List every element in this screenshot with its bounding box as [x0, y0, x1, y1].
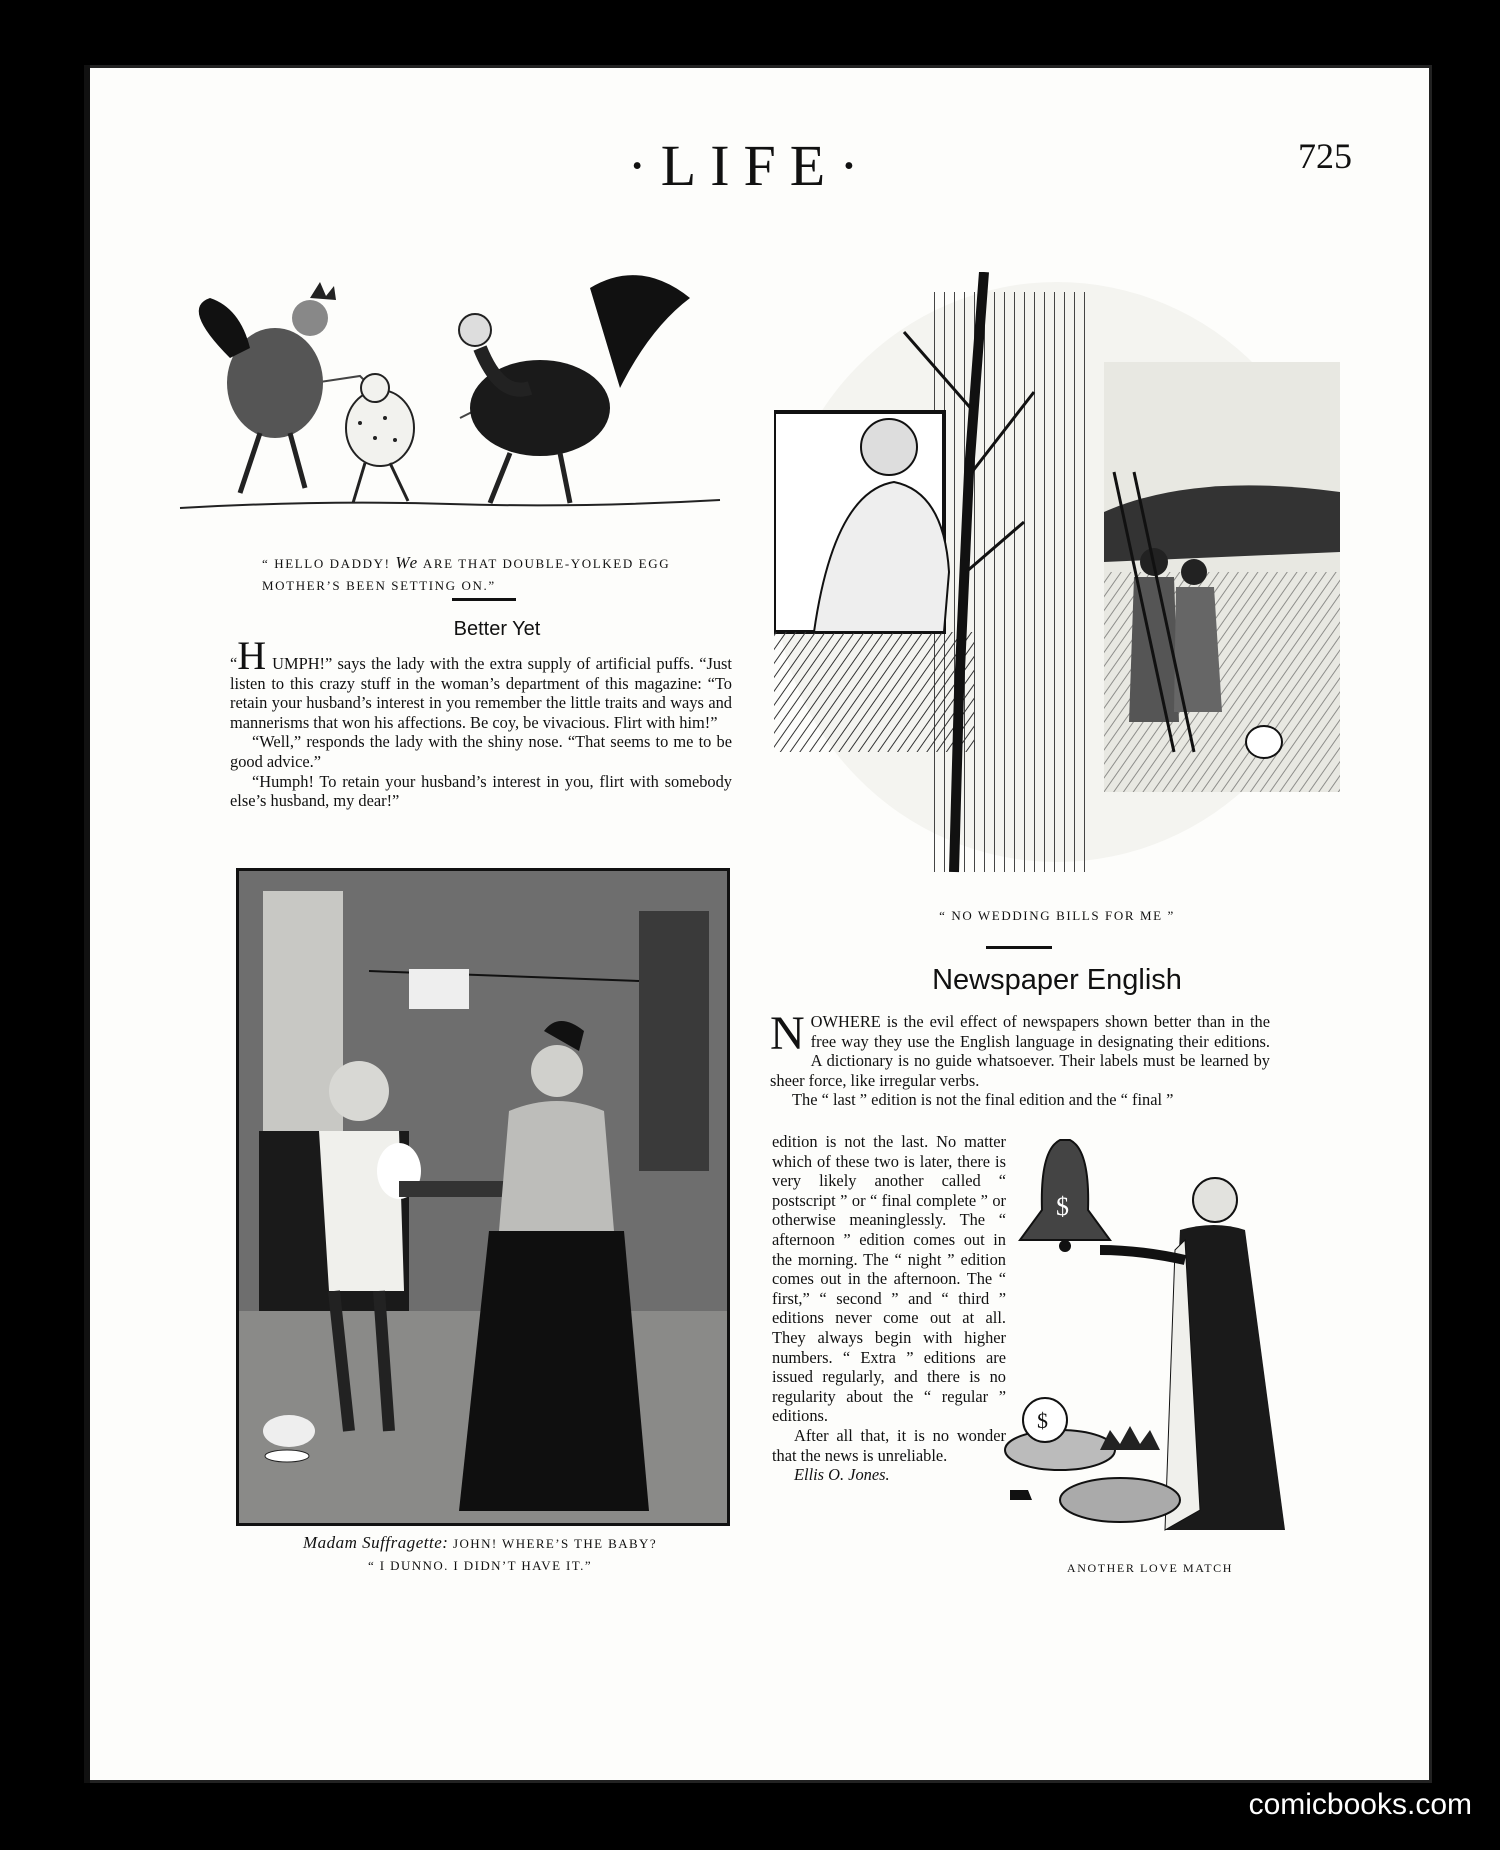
masthead: ·LIFE·: [627, 133, 873, 198]
newspaper-english-paragraph-1: [770, 1007, 1270, 1090]
rooster-cartoon: [170, 268, 730, 530]
suffragette-caption: [236, 1530, 724, 1576]
newspaper-english-paragraph-2-start: The “ last ” edition is not the final edition and the “ final ”: [792, 1090, 1174, 1110]
wedding-caption: “ NO WEDDING BILLS FOR ME ”: [939, 908, 1175, 923]
divider-rule: [452, 598, 516, 601]
rooster-left: [199, 282, 336, 493]
suffragette-caption-line1: JOHN! WHERE’S THE BABY?: [448, 1536, 658, 1551]
better-yet-paragraph-1: [230, 633, 732, 732]
suffragette-caption-speaker: Madam Suffragette:: [302, 1533, 449, 1552]
wedding-cartoon: [774, 272, 1340, 884]
watermark: comicbooks.com: [1248, 1788, 1472, 1821]
newspaper-english-intro: [770, 1007, 1270, 1110]
rooster-caption-emphasis: We: [395, 553, 419, 572]
newspaper-english-column: [772, 1132, 1006, 1485]
divider-rule-2: [986, 946, 1052, 949]
better-yet-title: Better Yet: [453, 618, 541, 640]
better-yet-paragraph-1-text: UMPH!” says the lady with the extra supply of artificial puffs. “Just listen to this crazy stuff in the woman’s department of this magazine: “To retain your husband’s interest in you remember the little traits and ways and mannerisms that won his affections. Be coy, be vivacious. Flirt with him!”: [230, 654, 732, 732]
rooster-caption-text-a: “ HELLO DADDY!: [262, 556, 396, 571]
suffragette-caption-line2: “ I DUNNO. I DIDN’T HAVE IT.”: [367, 1558, 592, 1574]
rooster-right: [459, 275, 690, 503]
chick: [346, 374, 414, 503]
rooster-caption-text-b: ARE THAT DOUBLE-YOLKED EGG MOTHER’S BEEN SETTING ON.”: [262, 556, 671, 594]
newspaper-english-title: Newspaper English: [932, 964, 1182, 996]
newspaper-english-paragraph-2-rest: edition is not the last. No matter which of these two is later, there is very likely another called “ postscript ” or “ final complete ” or otherwise meaninglessly. The “ afternoon ” edition comes out in the morning. The “ night ” edition comes out in the afternoon. The “ first,” “ second ” and “ third ” editions never come out at all. They always begin with higher numbers. “ Extra ” editions are issued regularly, and there is no regularity about the “ regular ” editions.: [772, 1132, 1006, 1426]
rooster-caption: [262, 550, 732, 596]
better-yet-paragraph-2: “Well,” responds the lady with the shiny nose. “That seems to me to be good advice.”: [230, 732, 732, 771]
svg-text:$: $: [1037, 1408, 1048, 1433]
newspaper-english-author: Ellis O. Jones.: [794, 1465, 890, 1485]
love-match-cartoon: [1000, 1130, 1300, 1550]
svg-text:$: $: [1056, 1192, 1069, 1221]
better-yet-article: [230, 633, 732, 811]
cat: [263, 1415, 315, 1462]
open-quote: “: [230, 654, 238, 673]
money-bell: [1020, 1140, 1110, 1252]
newspaper-english-paragraph-3: After all that, it is no wonder that the news is unreliable.: [772, 1425, 1006, 1465]
page-number: 725: [1298, 136, 1352, 176]
page-spine: [84, 65, 90, 1783]
better-yet-dropcap: H: [237, 633, 267, 678]
better-yet-paragraph-3: “Humph! To retain your husband’s interest in you, flirt with somebody else’s husband, my dear!”: [230, 771, 732, 811]
suffragette-cartoon: [236, 868, 730, 1526]
newspaper-english-paragraph-1-text: OWHERE is the evil effect of newspapers shown better than in the free way they use the English language in designating their editions. A dictionary is no guide whatsoever. Their labels must be learned by sheer force, like irregular verbs.: [770, 1012, 1270, 1090]
love-match-caption: ANOTHER LOVE MATCH: [1066, 1561, 1234, 1575]
newspaper-english-dropcap: N: [770, 1007, 805, 1060]
money-and-crown: [1005, 1398, 1180, 1522]
